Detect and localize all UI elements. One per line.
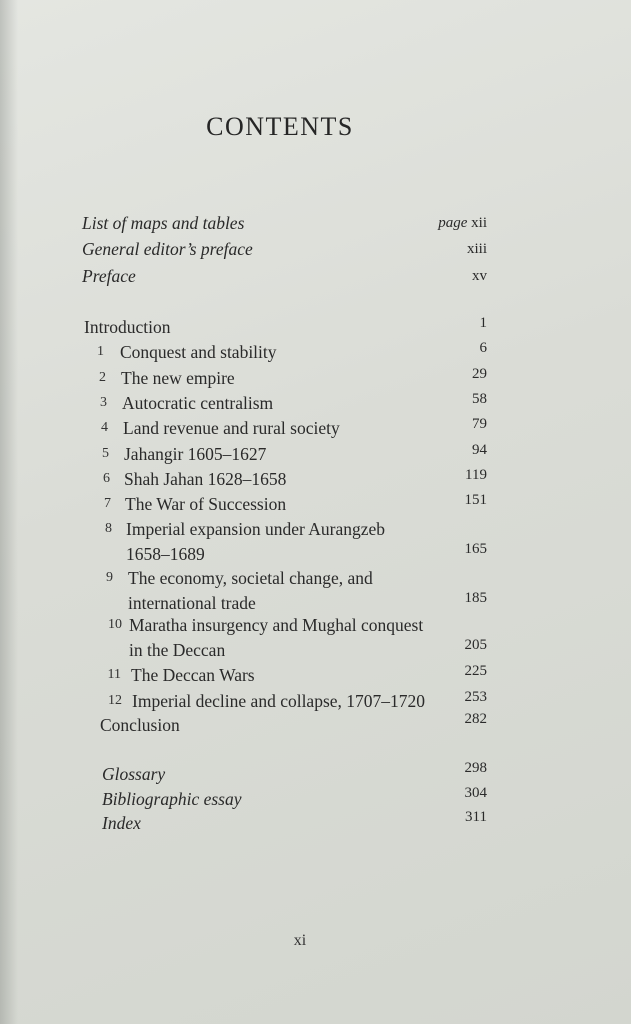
toc-entry-label: Shah Jahan 1628–1658: [124, 469, 287, 489]
chapter-number: 3: [100, 395, 107, 410]
chapter-number: 9: [106, 570, 113, 585]
toc-entry-label: Glossary: [102, 764, 166, 784]
toc-entry-page: 79: [472, 416, 487, 432]
chapter-number: 10: [108, 617, 122, 632]
toc-entry-page: 6: [479, 340, 487, 356]
toc-entry-label: The new empire: [121, 368, 235, 388]
toc-entry-label: Bibliographic essay: [102, 789, 242, 809]
toc-entry-page: 185: [464, 590, 487, 606]
toc-entry-label: Index: [102, 813, 141, 833]
chapter-number: 7: [104, 496, 111, 511]
toc-entry-label: The War of Succession: [125, 494, 287, 514]
toc-entry-label: The economy, societal change, and: [128, 568, 373, 588]
toc-entry-page: 304: [464, 785, 487, 801]
toc-entry-label: The Deccan Wars: [131, 665, 255, 685]
page-number: xii: [471, 215, 487, 231]
chapter-number: 8: [105, 521, 112, 536]
chapter-number: 4: [101, 420, 108, 435]
chapter-number: 6: [103, 471, 110, 486]
toc-entry-label-continued: international trade: [128, 593, 256, 613]
toc-entry-label: Preface: [82, 266, 136, 286]
toc-entry-page: 165: [464, 541, 487, 557]
toc-entry-page: 311: [465, 809, 487, 825]
toc-entry-page: 205: [464, 637, 487, 653]
chapter-number: 5: [102, 446, 109, 461]
toc-entry-page: 1: [479, 315, 487, 331]
toc-entry-label: General editor’s preface: [82, 239, 253, 259]
toc-entry-page: 298: [464, 760, 487, 776]
page-title: CONTENTS: [206, 112, 354, 141]
toc-entry-label: Land revenue and rural society: [123, 418, 340, 438]
spine-shadow: [0, 0, 18, 1024]
toc-entry-page: 119: [465, 467, 487, 483]
toc-entry-page: 253: [464, 689, 487, 705]
toc-entry-label: Conclusion: [100, 715, 180, 735]
chapter-number: 11: [107, 667, 121, 682]
toc-entry-page: 94: [472, 442, 487, 458]
toc-entry-label-continued: in the Deccan: [129, 640, 226, 660]
toc-entry-label: Imperial decline and collapse, 1707–1720: [132, 691, 426, 711]
toc-entry-label: Jahangir 1605–1627: [124, 444, 267, 464]
toc-entry-label: Imperial expansion under Aurangzeb: [126, 519, 386, 539]
chapter-number: 2: [99, 370, 106, 385]
chapter-number: 12: [108, 693, 122, 708]
toc-entry-label: Introduction: [84, 317, 171, 337]
toc-entry-page: 282: [464, 711, 487, 727]
toc-entry-label-continued: 1658–1689: [126, 544, 205, 564]
chapter-number: 1: [97, 344, 104, 359]
toc-entry-page: 29: [472, 366, 487, 382]
toc-entry-page: [438, 212, 487, 234]
page-number-footer: xi: [293, 932, 307, 949]
toc-entry-page: xiii: [466, 241, 487, 257]
toc-entry-label: Conquest and stability: [120, 342, 277, 362]
toc-entry-page: 225: [464, 663, 487, 679]
toc-entry-label: Autocratic centralism: [122, 393, 274, 413]
toc-entry-page: xv: [472, 268, 487, 284]
toc-entry-label: List of maps and tables: [82, 213, 245, 233]
toc-entry-page: 58: [472, 391, 487, 407]
toc-entry-label: Maratha insurgency and Mughal conquest: [129, 615, 424, 635]
page-prefix: page: [438, 215, 468, 231]
toc-entry-page: 151: [464, 492, 487, 508]
